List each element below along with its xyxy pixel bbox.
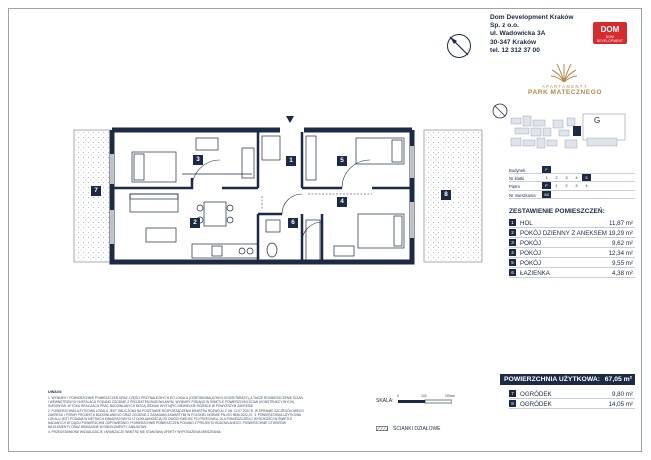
plan-room-label: 1 <box>286 156 296 166</box>
room-row <box>509 268 635 278</box>
info-cell: 3 <box>575 183 578 189</box>
room-area: 11,87 m² <box>609 219 633 227</box>
usable-area-bar <box>500 374 635 385</box>
scale-tick-200: 200cm <box>445 394 456 398</box>
note-line: NA ELEMENTY ORAZ WSKAZANE W NIM ELEMENTY ZABUDOWY. <box>48 425 148 430</box>
room-row <box>509 228 635 238</box>
note-line: 2. POWIERZCHNIA UŻYTKOWA LOKALU JEST OBLICZONA NA PODSTAWIE ROZPORZĄDZENIA MINISTRA ROZWOJU Z DN. 12.07.2022 R. W SPRAWIE SZCZEGÓŁOWEGO <box>48 408 304 413</box>
note-line: I WEWNĘTRZNYCH INSTALACJI PODANO ZGODNIE Z PROJEKTEM BUDOWLANYM. WYMIARY PODANO W ŚWIETLE POWIERZCHNI ŚCIAN (KONSTRUKCYJNYCH). <box>48 400 295 405</box>
room-name: POKÓJ <box>520 249 541 257</box>
partition-wall-legend-icon <box>376 426 388 431</box>
garden-name: OGRÓDEK <box>520 400 552 408</box>
garden-row <box>509 389 635 399</box>
room-area: 4,38 m² <box>612 269 633 277</box>
garden-8-area <box>424 130 482 262</box>
note-line: SUROWYMI. W TOKU REALIZACJI PRAC BUDOWLANYCH MOGĄ JEDNAK WYSTĄPIĆ NIEWIELKIE RÓŻNICE W POWYŻSZYM ZAKRESIE. <box>48 404 254 409</box>
info-row-label: Piętro <box>509 184 520 190</box>
note-line: NADANYCH W CIĄGU POWIERZCHNI ODPOWIEDNIO. POWIERZCHNIE POMIESZCZEŃ PODANO Z PROJEKTU BUDOWLANEGO. POWIERZCHNIE OTWORÓW <box>48 421 287 426</box>
notes-text <box>48 396 368 434</box>
floor-plan <box>72 116 484 276</box>
logo-text: DOM <box>600 25 620 34</box>
garden-number: 8 <box>509 400 516 407</box>
info-row-label: Budynek <box>509 168 526 173</box>
room-area: 12,34 m² <box>608 249 633 257</box>
info-cell: 2 <box>555 175 558 181</box>
plan-room-label: 6 <box>288 218 298 228</box>
rooms-title: ZESTAWIENIE POMIESZCZEŃ: <box>509 208 605 215</box>
unit-info-grid <box>509 166 635 199</box>
garden-number: 7 <box>509 390 516 397</box>
notes-title: UWAGI: <box>48 390 63 394</box>
company-city: 30-347 Kraków <box>490 38 537 46</box>
room-number: 4 <box>509 249 516 256</box>
logo-subtext: DOM DEVELOPMENT <box>596 35 624 43</box>
room-name: POKÓJ DZIENNY Z ANEKSEM <box>520 229 607 237</box>
info-row <box>509 191 635 199</box>
plan-room-label: 7 <box>91 186 101 196</box>
usable-area-value: 67,05 m² <box>604 376 632 383</box>
brand-line1: APARTAMENTY <box>541 84 589 89</box>
plan-room-label: 2 <box>190 218 200 228</box>
small-compass-icon <box>492 103 508 119</box>
room-row <box>509 248 635 258</box>
garden-name: OGRÓDEK <box>520 390 552 398</box>
dom-logo <box>593 22 627 44</box>
info-cell: 58 <box>542 191 551 198</box>
garden-area: 14,05 m² <box>608 400 633 408</box>
usable-area-label: POWIERZCHNIA UŻYTKOWA: <box>504 376 601 383</box>
note-line: 1. WYMIARY I POWIERZCHNIE POMIESZCZEŃ ORAZ CZĘŚCI PRZYNALEŻNYCH DO LOKALU (OGRÓDKI/BALKONY/LOGGIE/TARASY), A TAKŻE ROZMIESZCZENIE ŚCIAN <box>48 396 303 400</box>
scale-tick-100: 100 <box>421 394 427 398</box>
room-row <box>509 238 635 248</box>
note-line: ZAKRESU I FORMY PROJEKTU BUDOWLANEGO ORAZ ZGODNIE Z ZASADAMI ZAWARTYMI W POLSKIEJ NORMIE PN-ISO 9836:2022-07. 3. POWIERZCHNIA UŻYTKOWA <box>48 412 302 417</box>
plan-room-label: 5 <box>337 156 347 166</box>
garden-7-area <box>74 130 110 262</box>
garden-area: 9,80 m² <box>612 390 633 398</box>
info-cell: 5 <box>582 174 591 181</box>
room-area: 19,29 m² <box>608 229 633 237</box>
garden-row <box>509 399 635 409</box>
room-number: 2 <box>509 229 516 236</box>
company-street: ul. Wadowicka 3A <box>490 30 546 38</box>
info-row <box>509 166 635 174</box>
info-cell: 3 <box>565 175 568 181</box>
info-cell: 1 <box>545 175 548 181</box>
room-number: 5 <box>509 259 516 266</box>
room-row <box>509 258 635 268</box>
room-name: ŁAZIENKA <box>520 269 550 277</box>
site-plan-map <box>505 110 633 160</box>
info-row <box>509 174 635 182</box>
company-address <box>490 14 585 55</box>
company-phone: tel. 12 312 37 00 <box>490 46 540 54</box>
building-label: G <box>594 116 601 125</box>
info-row <box>509 182 635 190</box>
info-cell: 4 <box>585 183 588 189</box>
room-area: 9,55 m² <box>612 259 633 267</box>
info-cell: 2 <box>565 183 568 189</box>
room-number: 6 <box>509 269 516 276</box>
room-name: HOL <box>520 219 533 227</box>
room-name: POKÓJ <box>520 239 541 247</box>
room-area: 9,62 m² <box>612 239 633 247</box>
plan-room-label: 4 <box>337 197 347 207</box>
compass-icon <box>446 33 472 59</box>
room-number: 3 <box>509 239 516 246</box>
info-cell: F <box>542 166 551 173</box>
plan-room-label: 8 <box>441 190 451 200</box>
company-name: Dom Development Kraków Sp. z o.o. <box>490 14 574 30</box>
note-line: LOKALU JEST PODANA W METRACH KWADRATOWYCH Z DOKŁADNOŚCIĄ DO DWÓCH MIEJSC PO PRZECINKU. DLA POMIESZCZEŃ O WYSOKOŚCI W ŚWIETLE <box>48 417 293 422</box>
park-logo-icon <box>549 62 579 84</box>
scale-bar <box>398 399 452 404</box>
info-cell: 1 <box>555 183 558 189</box>
brand-line2: PARK MATECZNEGO <box>528 89 602 96</box>
room-name: POKÓJ <box>520 259 541 267</box>
info-cell: P <box>542 182 551 189</box>
plan-room-label: 3 <box>193 155 203 165</box>
info-cell: 4 <box>575 175 578 181</box>
info-row-label: Nr klatki <box>509 176 525 182</box>
info-row-label: Nr mieszkania <box>509 192 536 198</box>
scale-tick-0: 0 <box>397 394 399 398</box>
legend-label: ŚCIANKI DZIAŁOWE <box>393 425 441 432</box>
room-number: 1 <box>509 219 516 226</box>
note-line: 4. PRZEDSTAWIONE WIZUALIZACJE I ARANŻACJE WNĘTRZ NIE STANOWIĄ OFERTY WYPOSAŻENIA MIESZKANIA. <box>48 429 222 434</box>
room-row <box>509 218 635 228</box>
scale-label: SKALA: <box>376 398 394 404</box>
